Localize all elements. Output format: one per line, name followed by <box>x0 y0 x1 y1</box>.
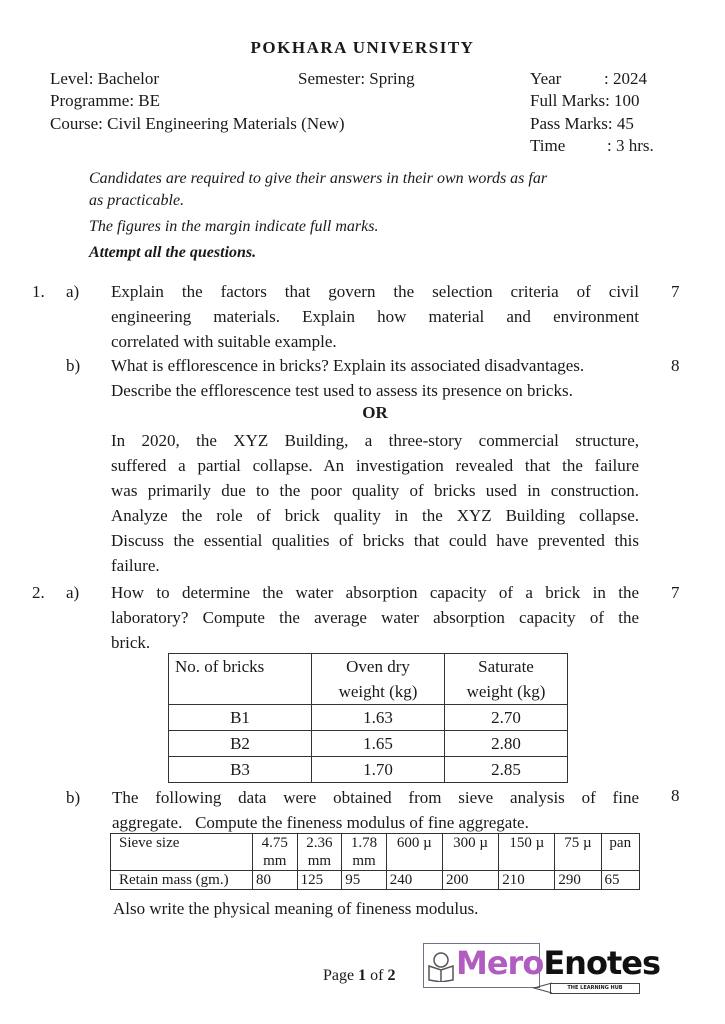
instruction-line-2: as practicable. <box>89 192 185 209</box>
size-value: 2.36 <box>306 835 333 851</box>
q2-number: 2. <box>32 583 45 602</box>
q2b-text <box>112 785 639 835</box>
instruction-line-3: The figures in the margin indicate full marks. <box>89 218 379 235</box>
q2a-marks: 7 <box>671 583 680 602</box>
table-cell: 1.65 <box>312 731 445 757</box>
table-cell: B2 <box>169 731 312 757</box>
q1-alt-line: Analyze the role of brick quality in the XYZ Building collapse. <box>111 506 639 525</box>
table-cell: 2.85 <box>445 757 568 783</box>
table-cell: 2.70 <box>445 705 568 731</box>
logo-mero: Mero <box>456 944 544 982</box>
q1a-line: engineering materials. Explain how material and environment <box>111 307 639 326</box>
q1a-line: correlated with suitable example. <box>111 332 337 351</box>
instruction-line-1: Candidates are required to give their answers in their own words as far <box>89 170 548 187</box>
mass-cell: 200 <box>442 871 498 890</box>
sieve-size-cell: 150 µ <box>499 834 555 871</box>
q1b-marks: 8 <box>671 356 680 375</box>
level-text: Level: Bachelor <box>50 69 160 88</box>
table-cell: 2.80 <box>445 731 568 757</box>
q1a-line: Explain the factors that govern the selection criteria of civil <box>111 282 639 301</box>
q1b-text <box>111 353 651 403</box>
size-value: 4.75 <box>261 835 288 851</box>
table-header-row <box>169 654 568 705</box>
q2a-line: laboratory? Compute the average water absorption capacity of the <box>111 608 639 627</box>
course-text: Course: Civil Engineering Materials (New) <box>50 114 345 133</box>
q1-alt-line: suffered a partial collapse. An investigation revealed that the failure <box>111 456 639 475</box>
sieve-size-row <box>111 834 640 871</box>
sieve-size-cell: 600 µ <box>386 834 442 871</box>
retain-mass-row <box>111 871 640 890</box>
logo-wordmark <box>456 944 660 982</box>
pass-marks: Pass Marks: 45 <box>530 114 634 133</box>
q2a-text <box>111 580 639 655</box>
q1a-label: a) <box>66 282 80 301</box>
q1a-text <box>111 279 639 354</box>
year-value: : 2024 <box>604 69 647 88</box>
header-line: Saturate <box>478 657 534 676</box>
instruction-line-4: Attempt all the questions. <box>89 244 257 261</box>
table-row <box>169 757 568 783</box>
time-value: : 3 hrs. <box>607 136 654 155</box>
full-marks: Full Marks: 100 <box>530 91 640 110</box>
mass-cell: 95 <box>342 871 387 890</box>
sieve-size-cell: 75 µ <box>555 834 601 871</box>
sieve-analysis-table <box>110 833 640 890</box>
size-value: 1.78 <box>350 835 378 851</box>
size-unit: mm <box>307 853 332 869</box>
q2b-after-text: Also write the physical meaning of fineness modulus. <box>113 899 479 918</box>
q1-alt-line: was primarily due to the poor quality of bricks used in construction. <box>111 481 639 500</box>
table-row <box>169 705 568 731</box>
mass-cell: 80 <box>253 871 298 890</box>
q2a-line: brick. <box>111 633 151 652</box>
book-reader-icon <box>426 950 456 982</box>
sieve-size-cell: pan <box>601 834 639 871</box>
q1b-line: What is efflorescence in bricks? Explain its associated disadvantages. <box>111 356 585 375</box>
q1-alt-line: In 2020, the XYZ Building, a three-story commercial structure, <box>111 431 639 450</box>
q1-number: 1. <box>32 282 45 301</box>
header-line: weight (kg) <box>338 682 418 701</box>
size-unit: mm <box>352 853 376 869</box>
meroenotes-logo <box>420 940 660 995</box>
q1b-line: Describe the efflorescence test used to assess its presence on bricks. <box>111 381 573 400</box>
page-mid: of <box>366 967 388 984</box>
q2b-line: The following data were obtained from sieve analysis of fine <box>112 788 639 807</box>
mass-cell: 290 <box>555 871 601 890</box>
table-cell: B1 <box>169 705 312 731</box>
header-cell: No. of bricks <box>169 654 312 705</box>
or-separator: OR <box>362 403 388 422</box>
logo-enotes: Enotes <box>543 944 660 982</box>
q1-alt-line: failure. <box>111 556 160 575</box>
size-unit: mm <box>263 853 287 869</box>
pencil-tip-icon <box>532 982 552 994</box>
table-cell: 1.70 <box>312 757 445 783</box>
time-label: Time <box>530 136 566 155</box>
q1b-label: b) <box>66 356 81 375</box>
mass-cell: 240 <box>386 871 442 890</box>
year-label: Year <box>530 69 562 88</box>
mass-cell: 210 <box>499 871 555 890</box>
q2b-line: aggregate. Compute the fineness modulus of fine aggregate. <box>112 813 529 832</box>
row-label: Retain mass (gm.) <box>111 871 253 890</box>
q2b-label: b) <box>66 788 81 807</box>
logo-tagline: THE LEARNING HUB <box>550 983 640 994</box>
table-row <box>169 731 568 757</box>
header-line: Oven dry <box>346 657 410 676</box>
header-cell <box>312 654 445 705</box>
q2a-line: How to determine the water absorption capacity of a brick in the <box>111 583 639 602</box>
university-title: POKHARA UNIVERSITY <box>250 38 475 57</box>
q1-alt-line: Discuss the essential qualities of bricks that could have prevented this <box>111 531 639 550</box>
mass-cell: 125 <box>297 871 342 890</box>
table-cell: B3 <box>169 757 312 783</box>
sieve-size-cell <box>342 834 387 871</box>
header-line: weight (kg) <box>466 682 546 701</box>
header-cell <box>445 654 568 705</box>
page-prefix: Page <box>323 967 359 984</box>
mass-cell: 65 <box>601 871 639 890</box>
q1a-marks: 7 <box>671 282 680 301</box>
row-label: Sieve size <box>111 834 253 871</box>
page-current: 1 <box>358 967 367 984</box>
programme-text: Programme: BE <box>50 91 161 110</box>
semester-text: Semester: Spring <box>298 69 415 88</box>
sieve-size-cell: 300 µ <box>442 834 498 871</box>
page-indicator <box>323 967 395 985</box>
sieve-size-cell <box>253 834 298 871</box>
sieve-size-cell <box>297 834 342 871</box>
brick-absorption-table <box>168 653 568 783</box>
q2b-marks: 8 <box>671 786 680 805</box>
page-total: 2 <box>387 967 396 984</box>
q1-alt-text <box>111 428 639 578</box>
table-cell: 1.63 <box>312 705 445 731</box>
q2a-label: a) <box>66 583 80 602</box>
